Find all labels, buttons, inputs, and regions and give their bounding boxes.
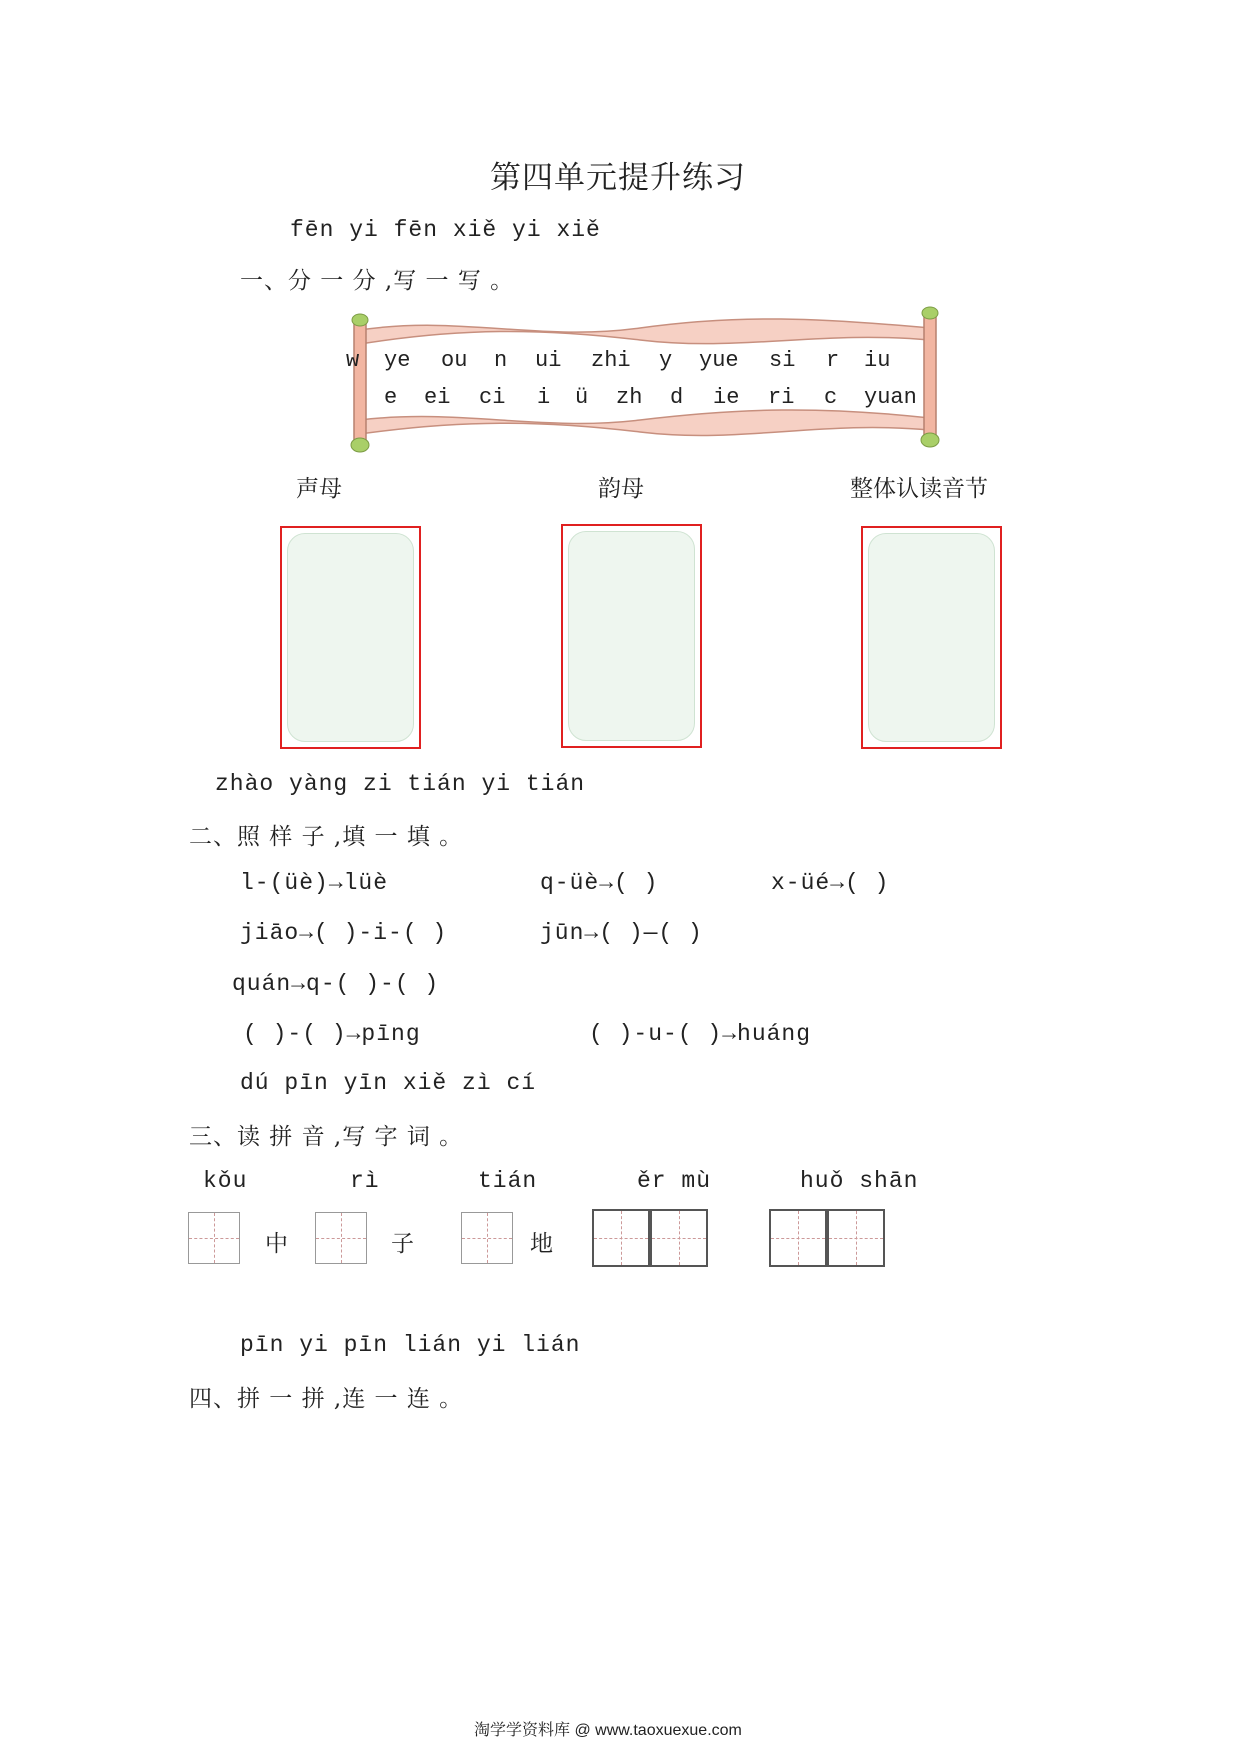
scroll-syllable: d	[670, 385, 684, 410]
scroll-syllable: ui	[535, 348, 562, 373]
fill-item[interactable]: jiāo→( )-i-( )	[240, 920, 448, 946]
given-character: 中	[265, 1231, 288, 1257]
scroll-syllable: ci	[479, 385, 506, 410]
writing-grid[interactable]	[650, 1209, 708, 1267]
section2-heading: 二、照 样 子 ,填 一 填 。	[189, 824, 464, 850]
fill-item: l-(üè)→lüè	[240, 870, 389, 896]
fill-item[interactable]: q-üè→( )	[540, 870, 659, 896]
word-pinyin: tián	[478, 1168, 538, 1194]
word-pinyin: ěr mù	[637, 1168, 712, 1194]
scroll-syllable: ü	[575, 385, 589, 410]
word-pinyin: rì	[350, 1168, 380, 1194]
scroll-syllable: si	[769, 348, 796, 373]
label-yunmu: 韵母	[598, 476, 644, 502]
scroll-syllable: ou	[441, 348, 468, 373]
scroll-syllable: e	[384, 385, 398, 410]
fill-item[interactable]: x-üé→( )	[771, 870, 890, 896]
section1-heading: 一、分 一 分 ,写 一 写 。	[240, 268, 515, 294]
fill-item[interactable]: quán→q-( )-( )	[232, 971, 440, 997]
writing-grid[interactable]	[315, 1212, 367, 1264]
scroll-syllable: yue	[699, 348, 739, 373]
section2-pinyin: zhào yàng zi tián yi tián	[215, 771, 586, 797]
writing-grid[interactable]	[592, 1209, 650, 1267]
fill-item[interactable]: ( )-u-( )→huáng	[589, 1021, 812, 1047]
scroll-syllable: ye	[384, 348, 411, 373]
writing-grid[interactable]	[461, 1212, 513, 1264]
word-pinyin: huǒ shān	[800, 1168, 919, 1194]
label-shengmu: 声母	[296, 476, 342, 502]
section4-pinyin: pīn yi pīn lián yi lián	[240, 1332, 581, 1358]
writing-grid[interactable]	[827, 1209, 885, 1267]
section3-pinyin: dú pīn yīn xiě zì cí	[240, 1070, 537, 1096]
scroll-illustration	[340, 300, 950, 460]
scroll-syllable: zhi	[591, 348, 631, 373]
answer-box-shengmu[interactable]	[280, 526, 421, 749]
scroll-syllable: w	[346, 348, 360, 373]
writing-grid[interactable]	[188, 1212, 240, 1264]
scroll-syllable: ri	[768, 385, 795, 410]
scroll-syllable: r	[826, 348, 840, 373]
section3-heading: 三、读 拼 音 ,写 字 词 。	[189, 1124, 464, 1150]
fill-item[interactable]: jūn→( )—( )	[540, 920, 703, 946]
scroll-syllable: ei	[424, 385, 451, 410]
section1-pinyin: fēn yi fēn xiě yi xiě	[290, 217, 601, 243]
scroll-syllable: c	[824, 385, 838, 410]
answer-box-zhengti-rendu[interactable]	[861, 526, 1002, 749]
page-title: 第四单元提升练习	[490, 160, 746, 196]
label-zhengti-rendu: 整体认读音节	[850, 476, 988, 502]
section4-heading: 四、拼 一 拼 ,连 一 连 。	[189, 1386, 464, 1412]
given-character: 子	[391, 1231, 414, 1257]
scroll-syllable: ie	[713, 385, 740, 410]
scroll-syllable: iu	[864, 348, 891, 373]
writing-grid[interactable]	[769, 1209, 827, 1267]
answer-box-yunmu[interactable]	[561, 524, 702, 748]
word-pinyin: kǒu	[203, 1168, 248, 1194]
footer-watermark: 淘学学资料库 @ www.taoxuexue.com	[474, 1722, 742, 1739]
scroll-syllable: zh	[616, 385, 643, 410]
given-character: 地	[530, 1231, 553, 1257]
fill-item[interactable]: ( )-( )→pīng	[243, 1021, 421, 1047]
scroll-syllable: i	[537, 385, 551, 410]
scroll-syllable: yuan	[864, 385, 917, 410]
scroll-syllable: n	[494, 348, 508, 373]
scroll-syllable: y	[659, 348, 673, 373]
